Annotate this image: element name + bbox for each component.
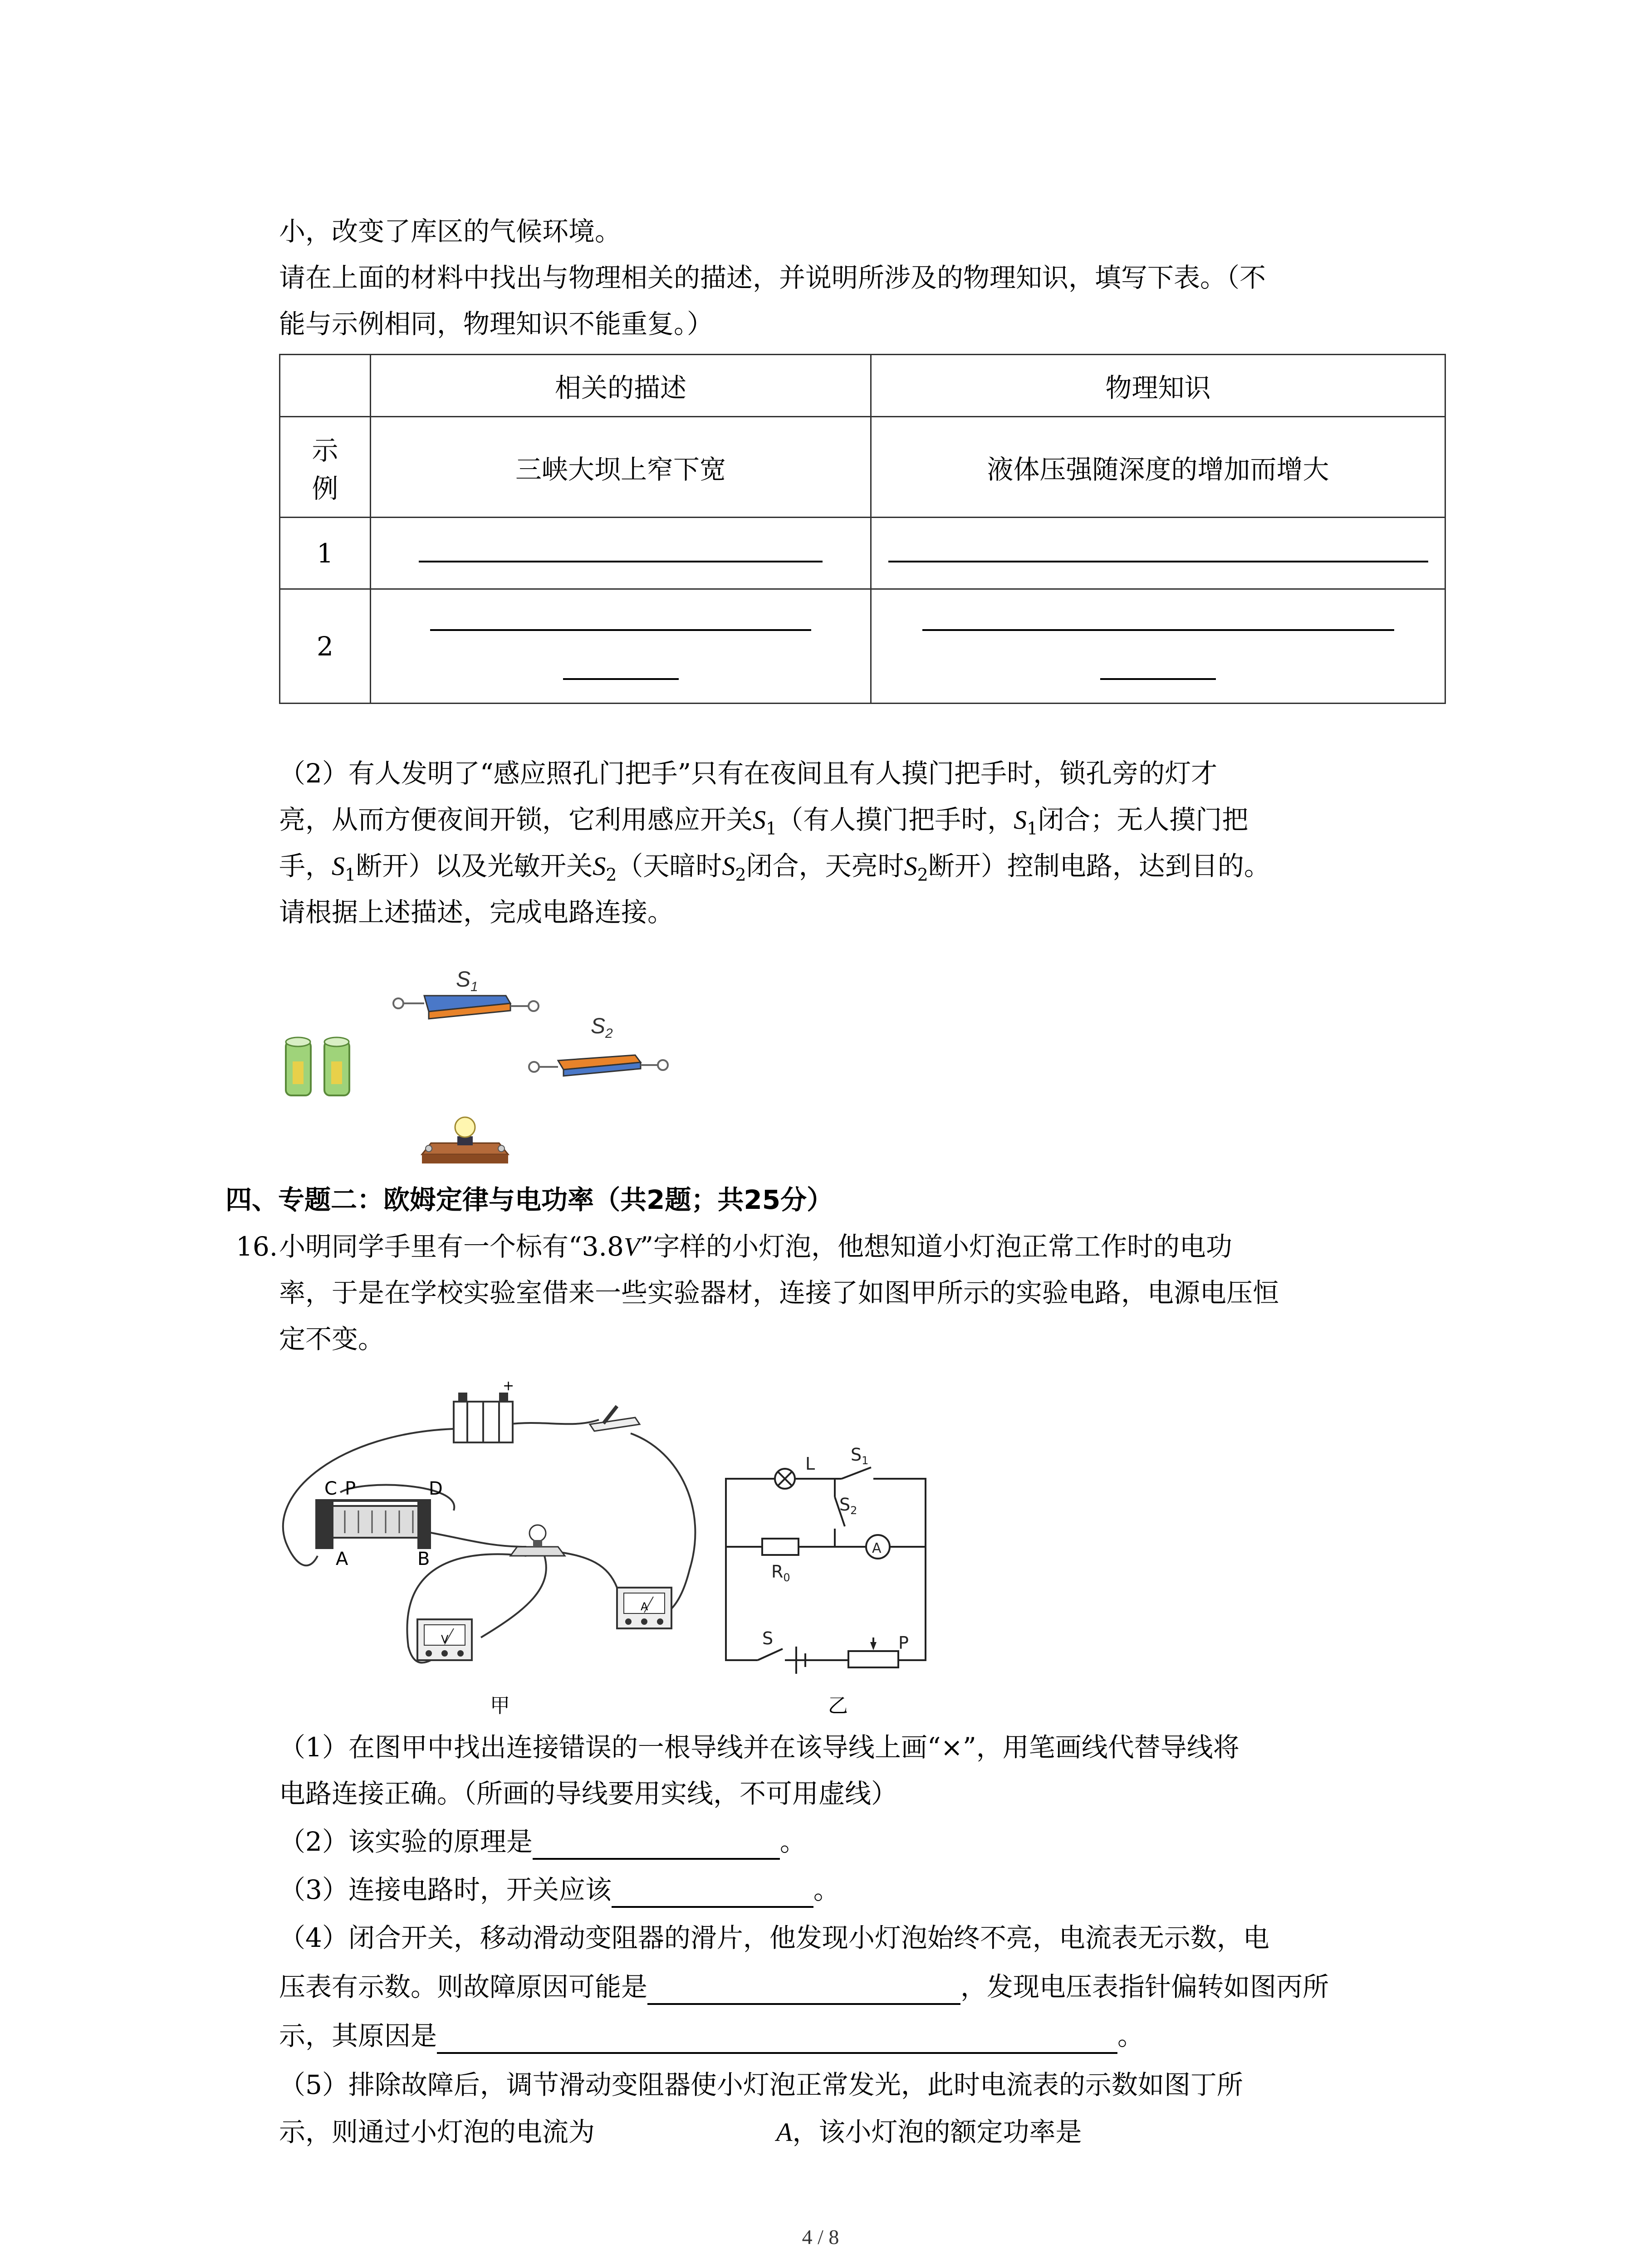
q16-line-1: 小明同学手里有一个标有“3.8V”字样的小灯泡，他想知道小灯泡正常工作时的电功 [279, 1231, 1232, 1262]
table-example-desc: 三峡大坝上窄下宽 [371, 417, 871, 518]
svg-text:A: A [641, 1600, 648, 1613]
caption-jia: 甲 [490, 1694, 510, 1717]
intro-line-1: 小，改变了库区的气候环境。 [279, 216, 622, 247]
table-row1-desc-blank[interactable] [371, 518, 871, 589]
table-row2-knowledge-blank[interactable] [871, 589, 1445, 704]
q4-reason-blank[interactable] [437, 2025, 1117, 2054]
table-header-desc: 相关的描述 [371, 355, 871, 417]
circuit-components-figure [272, 953, 681, 1170]
caption-yi: 乙 [828, 1694, 848, 1717]
experiment-figure [272, 1374, 980, 1728]
sub-q5-line-1: （5）排除故障后，调节滑动变阻器使小灯泡正常发光，此时电流表的示数如图丁所 [279, 2069, 1243, 2100]
table-example-label: 示 例 [280, 417, 371, 518]
intro-line-3: 能与示例相同，物理知识不能重复。） [279, 308, 714, 339]
sub-q1-line-1: （1）在图甲中找出连接错误的一根导线并在该导线上画“×”，用笔画线代替导线将 [279, 1732, 1239, 1763]
battery-icon [286, 1037, 349, 1095]
s1-label: $S_1$ [456, 968, 478, 994]
battery-pack-icon [454, 1378, 514, 1442]
schem-label-r0: $R_0$ [771, 1562, 790, 1584]
q4-fault-blank[interactable] [647, 1976, 960, 2005]
sub-q2: （2）该实验的原理是 。 [279, 1823, 806, 1860]
knife-switch-icon [590, 1406, 640, 1431]
sub-q1-line-2: 电路连接正确。（所画的导线要用实线，不可用虚线） [279, 1778, 898, 1809]
table-row1-knowledge-blank[interactable] [871, 518, 1445, 589]
schem-label-a: A [872, 1540, 882, 1556]
sub-q4-line-2: 压表有示数。则故障原因可能是 ，发现电压表指针偏转如图丙所 [279, 1969, 1329, 2005]
label-d: D [429, 1478, 443, 1499]
table-corner [280, 355, 371, 417]
q2-answer-blank[interactable] [533, 1831, 780, 1860]
schem-label-p: P [898, 1633, 909, 1653]
svg-text:V: V [441, 1633, 449, 1646]
rheostat-icon [315, 1499, 431, 1549]
schematic-diagram [726, 1469, 926, 1674]
schem-label-s: S [762, 1628, 774, 1648]
schem-label-l: L [805, 1454, 815, 1474]
table-row2-label: 2 [280, 589, 371, 704]
answer-table [279, 354, 1446, 704]
label-c: C [324, 1478, 337, 1499]
part2-line-2: 亮，从而方便夜间开锁，它利用感应开关$S_1$（有人摸门把手时，$S_1$闭合；无人摸门把 [279, 804, 1249, 839]
ammeter-icon [617, 1588, 671, 1628]
part2-line-3: 手，$S_1$断开）以及光敏开关$S_2$（天暗时$S_2$闭合，天亮时$S_2$断开）控制电路，达到目的。 [279, 850, 1270, 885]
label-a: A [336, 1549, 348, 1569]
s2-label: $S_2$ [591, 1014, 613, 1041]
label-p: P [345, 1478, 356, 1499]
page-number: 4 / 8 [802, 2225, 839, 2248]
label-b: B [417, 1549, 430, 1569]
q3-answer-blank[interactable] [612, 1879, 813, 1908]
q16-number: 16. [236, 1231, 278, 1262]
sub-q4-line-1: （4）闭合开关，移动滑动变阻器的滑片，他发现小灯泡始终不亮，电流表无示数，电 [279, 1922, 1269, 1953]
part2-line-1: （2）有人发明了“感应照孔门把手”只有在夜间且有人摸门把手时，锁孔旁的灯才 [279, 758, 1218, 789]
svg-text:+: + [503, 1378, 514, 1394]
q16-line-3: 定不变。 [279, 1324, 385, 1354]
bulb-holder-icon [510, 1525, 565, 1556]
bulb-icon [422, 1117, 508, 1163]
section-heading: 四、专题二：欧姆定律与电功率（共2题；共25分） [225, 1184, 833, 1215]
sub-q4-line-3: 示，其原因是 。 [279, 2018, 1144, 2054]
part2-line-4: 请根据上述描述，完成电路连接。 [279, 897, 674, 928]
sub-q5-line-2: 示，则通过小灯泡的电流为 A，该小灯泡的额定功率是 [279, 2116, 1082, 2147]
voltmeter-icon [417, 1619, 472, 1660]
table-example-knowledge: 液体压强随深度的增加而增大 [871, 417, 1445, 518]
table-row1-label: 1 [280, 518, 371, 589]
schem-label-s2: $S_2$ [839, 1495, 857, 1517]
sub-q3: （3）连接电路时，开关应该 。 [279, 1872, 840, 1908]
schem-label-s1: $S_1$ [851, 1445, 869, 1467]
intro-line-2: 请在上面的材料中找出与物理相关的描述，并说明所涉及的物理知识，填写下表。（不 [279, 262, 1266, 293]
q16-line-2: 率，于是在学校实验室借来一些实验器材，连接了如图甲所示的实验电路，电源电压恒 [279, 1277, 1279, 1308]
s1-switch-icon [393, 996, 539, 1019]
table-row2-desc-blank[interactable] [371, 589, 871, 704]
table-header-knowledge: 物理知识 [871, 355, 1445, 417]
s2-switch-icon [529, 1055, 668, 1076]
